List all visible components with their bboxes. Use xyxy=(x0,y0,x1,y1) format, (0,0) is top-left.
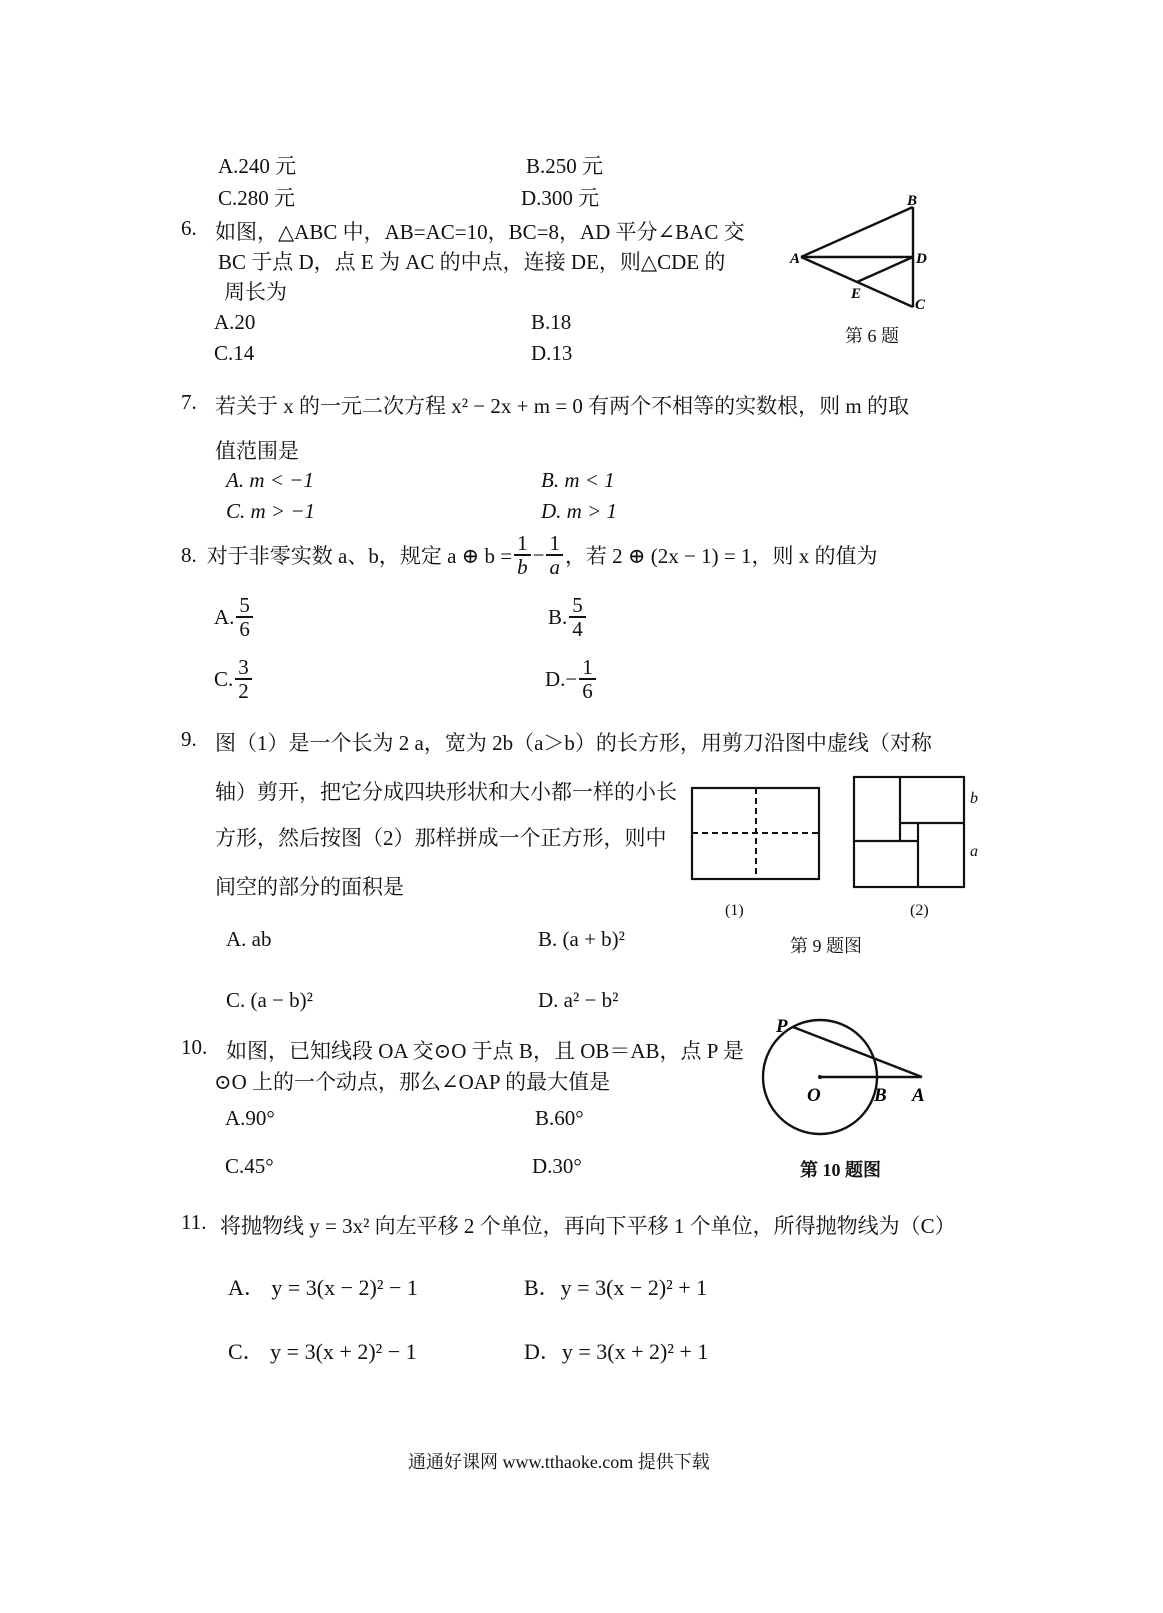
q8-option-c xyxy=(214,656,254,702)
q7-option-c: C. m > −1 xyxy=(226,499,316,523)
q9-text-line-4: 间空的部分的面积是 xyxy=(215,875,404,899)
q10-label-o: O xyxy=(807,1085,821,1106)
q8-option-c-den: 2 xyxy=(238,679,249,704)
q9-label-a: a xyxy=(970,843,978,860)
q8-text-mid: − xyxy=(532,542,545,567)
q9-text-line-3: 方形，然后按图（2）那样拼成一个正方形，则中 xyxy=(215,826,667,850)
q8-option-d-num: 1 xyxy=(579,656,596,680)
q8-option-d xyxy=(545,656,598,702)
q6-text-line-3: 周长为 xyxy=(224,280,287,304)
q6-number: 6. xyxy=(181,216,197,240)
q8-option-c-num: 3 xyxy=(235,656,252,680)
q5-option-c: C.280 元 xyxy=(218,186,296,210)
q11-option-d: D．y = 3(x + 2)² + 1 xyxy=(524,1339,709,1364)
q11-text-line-1: 将抛物线 y = 3x² 向左平移 2 个单位，再向下平移 1 个单位，所得抛物线为（C） xyxy=(220,1214,956,1238)
q10-caption: 第 10 题图 xyxy=(800,1160,881,1180)
q9-figure-1-rectangle xyxy=(690,786,822,882)
q9-option-c: C. (a − b)² xyxy=(226,988,313,1012)
q8-option-a-den: 6 xyxy=(239,617,250,642)
q5-option-b: B.250 元 xyxy=(526,154,604,178)
q8-option-c-label: C. xyxy=(214,666,234,691)
q8-def-fraction-2 xyxy=(546,532,563,578)
q10-label-p: P xyxy=(776,1016,788,1037)
q8-option-d-label: D.− xyxy=(545,666,578,691)
q9-figure-1-label: (1) xyxy=(725,902,744,919)
q6-label-a: A xyxy=(790,251,801,267)
q10-option-d: D.30° xyxy=(532,1154,582,1178)
q6-label-c: C xyxy=(915,297,926,313)
q6-option-c: C.14 xyxy=(214,341,255,365)
q10-text-line-2: ⊙O 上的一个动点，那么∠OAP 的最大值是 xyxy=(214,1070,611,1094)
q11-option-a: A． y = 3(x − 2)² − 1 xyxy=(228,1275,418,1300)
q6-option-d: D.13 xyxy=(531,341,573,365)
q7-option-b: B. m < 1 xyxy=(541,468,615,492)
q9-option-d: D. a² − b² xyxy=(538,988,619,1012)
q6-label-e: E xyxy=(851,286,862,302)
q9-figure-2-square xyxy=(852,775,967,890)
q6-label-d: D xyxy=(916,251,927,267)
q10-option-b: B.60° xyxy=(535,1106,584,1130)
q6-triangle-figure xyxy=(780,185,940,315)
q8-option-a-label: A. xyxy=(214,604,235,629)
q9-option-a: A. ab xyxy=(226,927,272,951)
q8-text-post: ，若 2 ⊕ (2x − 1) = 1，则 x 的值为 xyxy=(564,544,878,569)
q5-option-d: D.300 元 xyxy=(521,186,600,210)
q9-text-line-2: 轴）剪开，把它分成四块形状和大小都一样的小长 xyxy=(215,780,677,804)
q8-option-b-den: 4 xyxy=(572,617,583,642)
q10-label-b: B xyxy=(874,1085,887,1106)
q8-option-a xyxy=(214,594,255,640)
q10-text-line-1: 如图，已知线段 OA 交⊙O 于点 B，且 OB＝AB，点 P 是 xyxy=(226,1039,744,1063)
q8-stem xyxy=(181,532,877,578)
q10-number: 10. xyxy=(181,1035,208,1059)
q6-option-a: A.20 xyxy=(214,310,256,334)
q8-option-a-num: 5 xyxy=(236,594,253,618)
q6-option-b: B.18 xyxy=(531,310,572,334)
q6-text-line-2: BC 于点 D，点 E 为 AC 的中点，连接 DE，则△CDE 的 xyxy=(218,250,726,274)
q9-text-line-1: 图（1）是一个长为 2 a，宽为 2b（a＞b）的长方形，用剪刀沿图中虚线（对称 xyxy=(215,731,932,755)
q7-option-d: D. m > 1 xyxy=(541,499,618,523)
q5-option-a: A.240 元 xyxy=(218,154,297,178)
q8-def-num-2: 1 xyxy=(546,532,563,556)
q6-text-line-1: 如图，△ABC 中，AB=AC=10，BC=8，AD 平分∠BAC 交 xyxy=(215,220,745,244)
q11-number: 11. xyxy=(181,1210,207,1234)
q9-caption: 第 9 题图 xyxy=(790,936,862,956)
q6-caption: 第 6 题 xyxy=(845,326,899,346)
q7-text-line-1: 若关于 x 的一元二次方程 x² − 2x + m = 0 有两个不相等的实数根，则 m 的取 xyxy=(215,394,909,418)
q11-option-b: B．y = 3(x − 2)² + 1 xyxy=(524,1275,708,1300)
q9-figure-2-label: (2) xyxy=(910,902,929,919)
q6-label-b: B xyxy=(907,193,918,209)
q7-text-line-2: 值范围是 xyxy=(215,439,299,463)
q8-number: 8. xyxy=(181,542,197,567)
q10-option-c: C.45° xyxy=(225,1154,274,1178)
q10-circle-figure xyxy=(760,1015,940,1160)
q11-option-c: C． y = 3(x + 2)² − 1 xyxy=(228,1339,417,1364)
q8-def-den-1: b xyxy=(517,555,528,580)
q10-option-a: A.90° xyxy=(225,1106,275,1130)
q10-label-a: A xyxy=(912,1085,925,1106)
page-footer: 通通好课网 www.tthaoke.com 提供下载 xyxy=(408,1452,710,1472)
q7-number: 7. xyxy=(181,390,197,414)
q9-number: 9. xyxy=(181,727,197,751)
q8-option-b-label: B. xyxy=(548,604,568,629)
q8-def-num-1: 1 xyxy=(514,532,531,556)
q8-option-d-den: 6 xyxy=(582,679,593,704)
q8-def-den-2: a xyxy=(549,555,560,580)
q8-text-pre: 对于非零实数 a、b，规定 a ⊕ b = xyxy=(206,544,513,569)
q7-option-a: A. m < −1 xyxy=(226,468,314,492)
q8-def-fraction-1 xyxy=(514,532,531,578)
q8-option-b-num: 5 xyxy=(569,594,586,618)
q8-option-b xyxy=(548,594,588,640)
q9-label-b: b xyxy=(970,790,978,807)
q9-option-b: B. (a + b)² xyxy=(538,927,625,951)
